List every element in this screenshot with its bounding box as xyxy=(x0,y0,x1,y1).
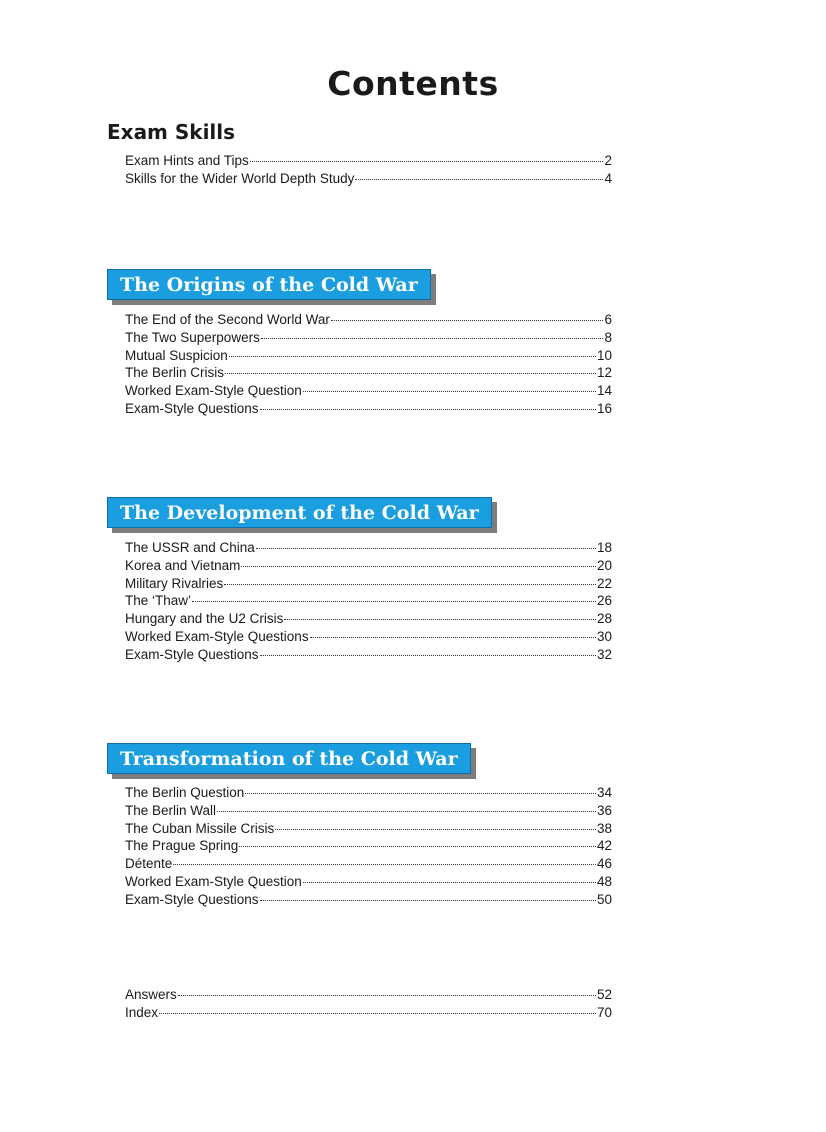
dot-leader xyxy=(224,584,596,585)
toc-entry-page: 12 xyxy=(596,365,612,381)
section-header-transformation: Transformation of the Cold War xyxy=(107,743,471,774)
dot-leader xyxy=(256,548,596,549)
toc-entry[interactable] xyxy=(125,539,612,557)
toc-entry-page: 46 xyxy=(596,856,612,872)
back-matter-list xyxy=(125,986,612,1022)
toc-entry-label: Korea and Vietnam xyxy=(125,557,241,573)
toc-entry[interactable] xyxy=(125,152,612,170)
toc-entry-page: 16 xyxy=(596,400,612,416)
toc-entry-page: 2 xyxy=(604,153,612,168)
toc-entry[interactable] xyxy=(125,347,612,365)
dot-leader xyxy=(303,391,596,392)
section-header-development: The Development of the Cold War xyxy=(107,497,492,528)
toc-entry[interactable] xyxy=(125,628,612,646)
toc-entry[interactable] xyxy=(125,364,612,382)
dot-leader xyxy=(303,882,596,883)
toc-entry-page: 48 xyxy=(596,873,612,889)
toc-entry[interactable] xyxy=(125,855,612,873)
toc-entry[interactable] xyxy=(125,646,612,664)
toc-entry-label: Mutual Suspicion xyxy=(125,347,228,363)
dot-leader xyxy=(192,601,596,602)
toc-entry-page: 18 xyxy=(596,540,612,555)
toc-entry-page: 34 xyxy=(596,785,612,800)
dot-leader xyxy=(260,900,596,901)
toc-entry[interactable] xyxy=(125,592,612,610)
toc-entry-label: The Berlin Crisis xyxy=(125,365,225,381)
toc-entry-label: The Berlin Question xyxy=(125,785,245,800)
toc-entry-page: 14 xyxy=(596,383,612,399)
dot-leader xyxy=(260,655,596,656)
toc-entry-label: Answers xyxy=(125,987,177,1002)
toc-entry-label: Exam-Style Questions xyxy=(125,400,259,416)
toc-entry[interactable] xyxy=(125,873,612,891)
toc-entry-page: 6 xyxy=(604,312,612,327)
toc-entry-page: 4 xyxy=(604,170,612,186)
toc-entry-label: The Cuban Missile Crisis xyxy=(125,820,275,836)
toc-entry[interactable] xyxy=(125,329,612,347)
toc-entry[interactable] xyxy=(125,891,612,909)
section-origins-list xyxy=(125,311,612,418)
toc-entry[interactable] xyxy=(125,610,612,628)
toc-entry-page: 20 xyxy=(596,557,612,573)
toc-entry-label: Hungary and the U2 Crisis xyxy=(125,611,284,627)
dot-leader xyxy=(310,637,596,638)
toc-entry-label: Index xyxy=(125,1004,159,1020)
toc-entry[interactable] xyxy=(125,170,612,188)
toc-entry-page: 38 xyxy=(596,820,612,836)
toc-entry-label: Exam-Style Questions xyxy=(125,891,259,907)
dot-leader xyxy=(173,864,596,865)
exam-skills-heading: Exam Skills xyxy=(107,120,236,144)
toc-entry-label: The End of the Second World War xyxy=(125,312,330,327)
toc-entry-label: Worked Exam-Style Question xyxy=(125,873,302,889)
toc-entry[interactable] xyxy=(125,557,612,575)
toc-entry-label: The Prague Spring xyxy=(125,838,239,854)
dot-leader xyxy=(178,995,596,996)
toc-entry-page: 52 xyxy=(596,987,612,1002)
toc-entry-page: 36 xyxy=(596,802,612,818)
toc-entry-label: Worked Exam-Style Questions xyxy=(125,628,309,644)
dot-leader xyxy=(241,566,596,567)
toc-entry-label: The USSR and China xyxy=(125,540,255,555)
exam-skills-list xyxy=(125,152,612,188)
toc-entry-page: 26 xyxy=(596,593,612,609)
toc-entry-page: 8 xyxy=(604,329,612,345)
dot-leader xyxy=(159,1013,596,1014)
dot-leader xyxy=(331,320,604,321)
dot-leader xyxy=(245,793,596,794)
toc-entry-page: 32 xyxy=(596,646,612,662)
toc-entry[interactable] xyxy=(125,986,612,1004)
dot-leader xyxy=(217,811,596,812)
toc-entry-page: 22 xyxy=(596,575,612,591)
toc-entry-label: Military Rivalries xyxy=(125,575,224,591)
toc-entry-label: The Berlin Wall xyxy=(125,802,217,818)
toc-entry[interactable] xyxy=(125,802,612,820)
dot-leader xyxy=(261,338,604,339)
page-title: Contents xyxy=(327,64,499,103)
dot-leader xyxy=(229,356,596,357)
dot-leader xyxy=(239,846,596,847)
toc-entry-label: The ‘Thaw’ xyxy=(125,593,192,609)
section-transformation-list xyxy=(125,784,612,909)
toc-entry-page: 28 xyxy=(596,611,612,627)
dot-leader xyxy=(260,409,596,410)
toc-entry-page: 30 xyxy=(596,628,612,644)
toc-entry-page: 10 xyxy=(596,347,612,363)
section-header-origins: The Origins of the Cold War xyxy=(107,269,431,300)
toc-entry-label: Skills for the Wider World Depth Study xyxy=(125,170,355,186)
toc-entry-page: 70 xyxy=(596,1004,612,1020)
toc-entry-page: 42 xyxy=(596,838,612,854)
toc-entry-label: The Two Superpowers xyxy=(125,329,260,345)
toc-entry[interactable] xyxy=(125,311,612,329)
toc-entry-label: Worked Exam-Style Question xyxy=(125,383,302,399)
toc-entry-label: Exam Hints and Tips xyxy=(125,153,249,168)
toc-entry[interactable] xyxy=(125,575,612,593)
toc-entry-label: Exam-Style Questions xyxy=(125,646,259,662)
toc-entry[interactable] xyxy=(125,400,612,418)
dot-leader xyxy=(225,373,596,374)
toc-entry-page: 50 xyxy=(596,891,612,907)
section-development-list xyxy=(125,539,612,664)
toc-entry[interactable] xyxy=(125,1004,612,1022)
dot-leader xyxy=(355,179,603,180)
toc-entry[interactable] xyxy=(125,820,612,838)
toc-entry-label: Détente xyxy=(125,856,173,872)
dot-leader xyxy=(284,619,596,620)
toc-entry[interactable] xyxy=(125,784,612,802)
dot-leader xyxy=(250,161,604,162)
dot-leader xyxy=(275,829,596,830)
toc-entry[interactable] xyxy=(125,382,612,400)
toc-entry[interactable] xyxy=(125,837,612,855)
